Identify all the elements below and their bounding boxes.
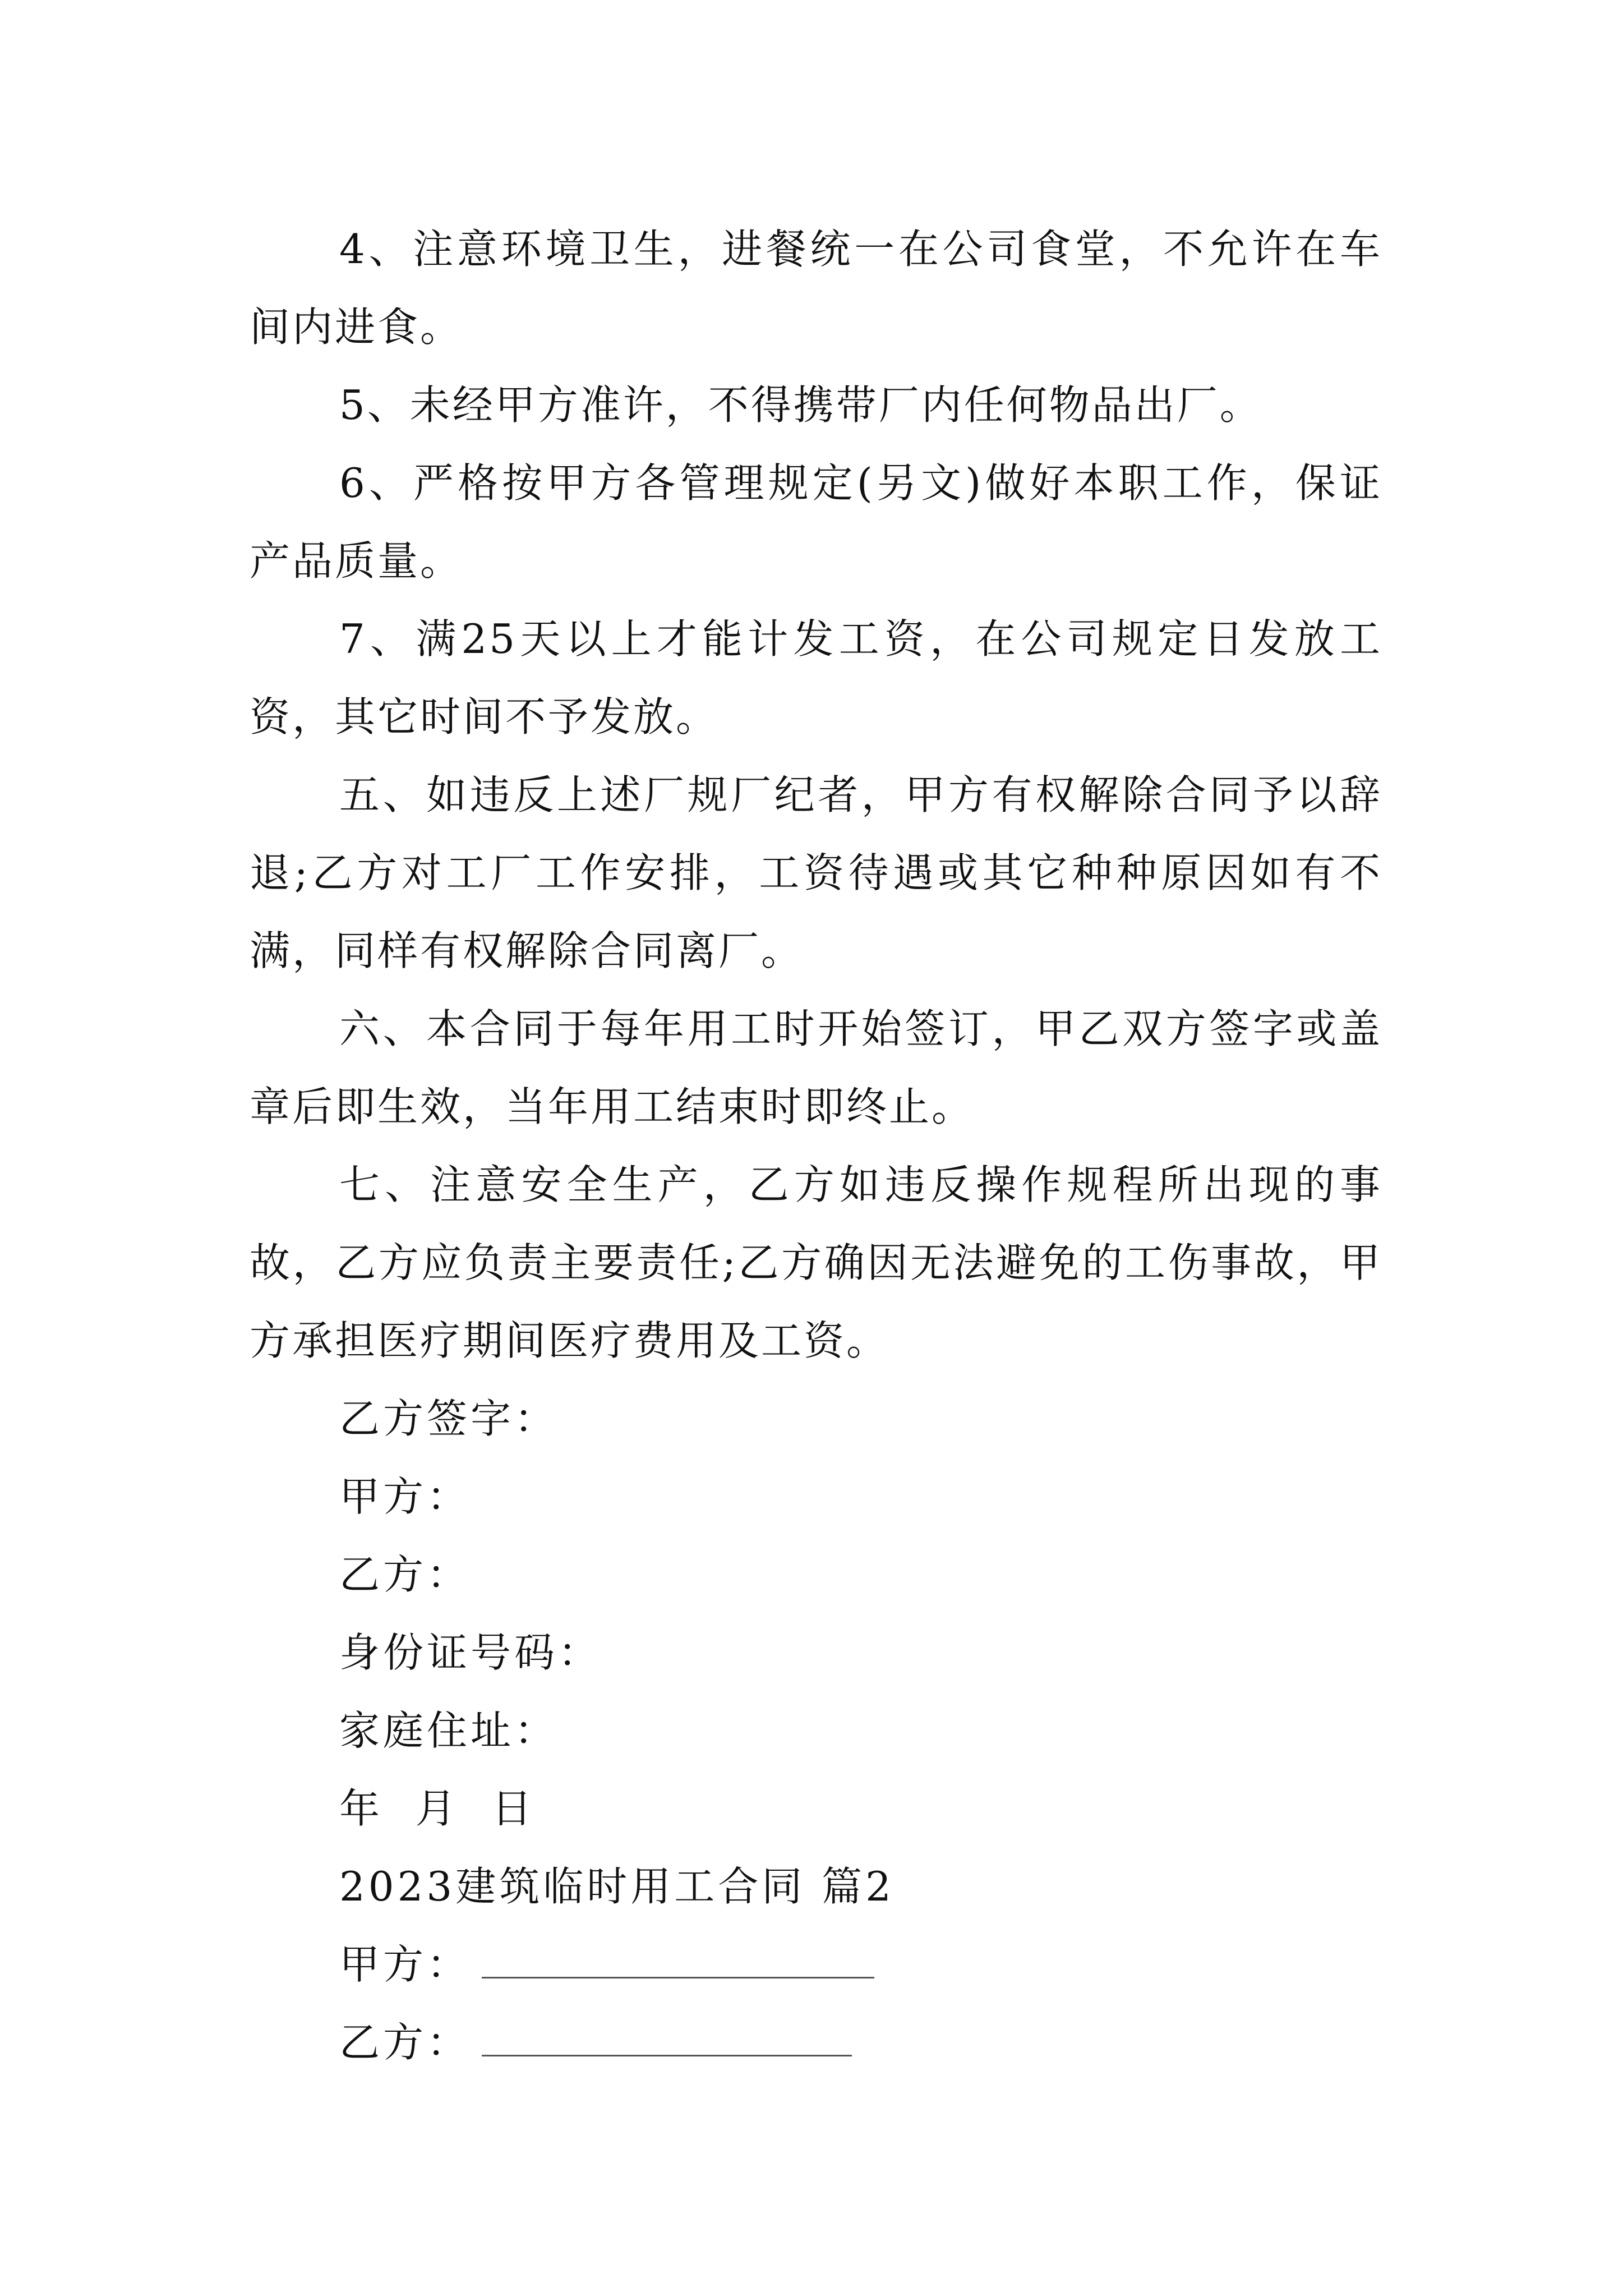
clause-6: 6、严格按甲方各管理规定(另文)做好本职工作，保证产品质量。	[250, 459, 1382, 585]
contract-2-party-b-label: 乙方：	[339, 2019, 471, 2066]
clause-5: 5、未经甲方准许，不得携带厂内任何物品出厂。	[339, 381, 1262, 429]
party-b-label: 乙方：	[339, 1551, 471, 1598]
party-a-label: 甲方：	[339, 1473, 471, 1520]
section-seven: 七、注意安全生产，乙方如违反操作规程所出现的事故，乙方应负责主要责任;乙方确因无法避免的工伤事故，甲方承担医疗期间医疗费用及工资。	[250, 1161, 1382, 1364]
contract-2-party-a-row	[250, 1926, 1382, 2004]
party-b-blank-line	[482, 2049, 852, 2056]
contract-2-party-a-label: 甲方：	[339, 1941, 471, 1988]
party-b-signature-label: 乙方签字：	[339, 1395, 559, 1442]
id-number-label: 身份证号码：	[339, 1629, 602, 1676]
document-body	[250, 210, 1382, 2082]
section-six: 六、本合同于每年用工时开始签订，甲乙双方签字或盖章后即生效，当年用工结束时即终止。	[250, 1005, 1382, 1130]
section-five: 五、如违反上述厂规厂纪者，甲方有权解除合同予以辞退;乙方对工厂工作安排，工资待遇或其它种种原因如有不满，同样有权解除合同离厂。	[250, 771, 1382, 974]
clause-7: 7、满25天以上才能计发工资，在公司规定日发放工资，其它时间不予发放。	[250, 615, 1382, 740]
clause-4: 4、注意环境卫生，进餐统一在公司食堂，不允许在车间内进食。	[250, 226, 1382, 351]
date-line: 年 月 日	[339, 1785, 536, 1832]
contract-2-title: 2023建筑临时用工合同 篇2	[339, 1863, 895, 1910]
home-address-label: 家庭住址：	[339, 1707, 559, 1754]
contract-2-party-b-row	[250, 2004, 1382, 2082]
party-a-blank-line	[482, 1971, 874, 1978]
